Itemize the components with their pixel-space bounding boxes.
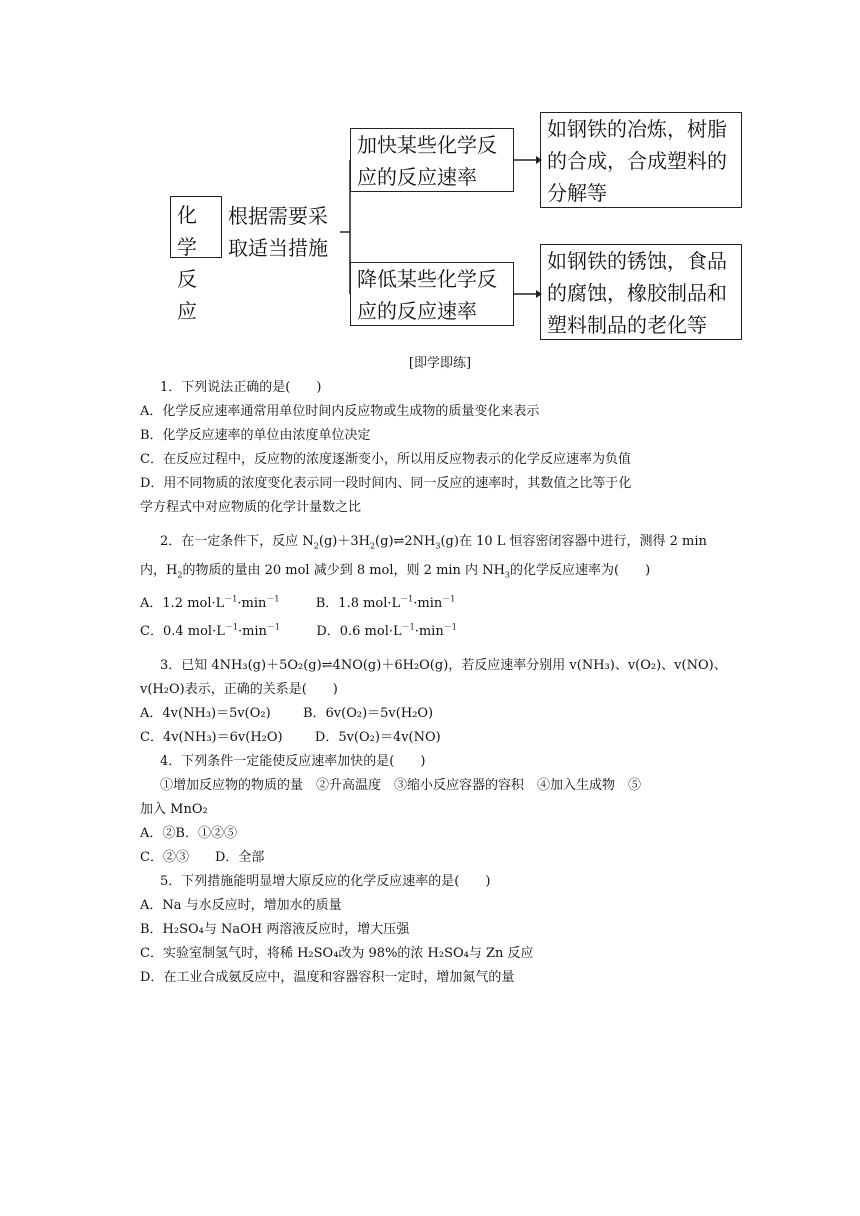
- q4-options-cd: C．②③ D．全部: [140, 849, 265, 865]
- lower-result-box: [540, 244, 742, 340]
- q2-options-ab: [140, 587, 740, 615]
- q3-option-a: A．4v(NH₃)＝5v(O₂): [140, 705, 271, 721]
- upper-result-line1: 如钢铁的冶炼，树脂: [547, 117, 727, 141]
- q4-options-ab: A．②B．①②⑤: [140, 825, 237, 841]
- root-box: [170, 196, 222, 323]
- root-line2: 反应: [177, 267, 198, 323]
- upper-result-line2: 的合成，合成塑料的: [547, 149, 727, 173]
- q2-options-cd: [140, 616, 740, 644]
- exercise-content: [140, 352, 740, 990]
- q3-option-d: D．5v(O₂)＝4v(NO): [314, 729, 441, 745]
- q2-stem: 2．在一定条件下，反应 $N_2(g)+3H_2(g)\rightleftharpoons 2NH_3(g)$在 10 L 恒容密闭容器中进行，测得 2 min: [160, 534, 707, 551]
- middle-line1: 根据需要采: [228, 204, 328, 228]
- q1-option-d: D．用不同物质的浓度变化表示同一段时间内、同一反应的速率时，其数值之比等于化: [140, 476, 632, 491]
- q3-option-b: B．6v(O₂)＝5v(H₂O): [302, 705, 434, 721]
- lower-line1: 降低某些化学反: [357, 267, 497, 291]
- q4-items-cont: 加入 MnO₂: [140, 801, 208, 817]
- q5-stem: 5．下列措施能明显增大原反应的化学反应速率的是( ): [160, 873, 491, 889]
- upper-result-line3: 分解等: [547, 181, 607, 205]
- q3-options-cd: [140, 726, 740, 750]
- q4-items: ①增加反应物的物质的量 ②升高温度 ③缩小反应容器的容积 ④加入生成物 ⑤: [160, 777, 642, 793]
- lower-result-line1: 如钢铁的锈蚀，食品: [547, 249, 727, 273]
- section-title: [即学即练]: [408, 356, 472, 371]
- q2-option-d: D．0.6 $mol\cdot L^{-1}\cdot\min^{-1}$: [316, 622, 457, 639]
- q3-options-ab: [140, 702, 740, 726]
- q2-option-a: A．1.2 $mol\cdot L^{-1}\cdot\min^{-1}$: [140, 594, 280, 611]
- upper-result-box: [540, 112, 742, 208]
- q1-option-c: C．在反应过程中，反应物的浓度逐渐变小，所以用反应物表示的化学反应速率为负值: [140, 452, 631, 467]
- lower-box: [350, 262, 514, 326]
- q5-option-b: B．H₂SO₄与 NaOH 两溶液反应时，增大压强: [140, 921, 410, 937]
- q1-option-b: B．化学反应速率的单位由浓度单位决定: [140, 428, 371, 443]
- q3-stem-cont: v(H₂O)表示，正确的关系是( ): [140, 681, 338, 697]
- lower-result-line3: 塑料制品的老化等: [547, 313, 707, 337]
- upper-box: [350, 128, 514, 192]
- q3-stem: 3．已知 4NH₃(g)＋5O₂(g)⇌4NO(g)＋6H₂O(g)，若反应速率分别用 v(NH₃)、v(O₂)、v(NO)、: [160, 657, 727, 673]
- q5-option-d: D．在工业合成氨反应中，温度和容器容积一定时，增加氮气的量: [140, 969, 515, 985]
- q1-option-d-cont: 学方程式中对应物质的化学计量数之比: [140, 500, 362, 515]
- middle-text: [222, 198, 340, 258]
- q1-option-a: A．化学反应速率通常用单位时间内反应物或生成物的质量变化来表示: [140, 404, 540, 419]
- q5-option-a: A．Na 与水反应时，增加水的质量: [140, 897, 342, 913]
- q2-option-c: C．0.4 $mol\cdot L^{-1}\cdot\min^{-1}$: [140, 622, 281, 639]
- lower-result-line2: 的腐蚀，橡胶制品和: [547, 281, 727, 305]
- q2-stem-cont: 内，$H_2$的物质的量由 20 mol 减少到 8 mol，则 2 min 内 $NH_3$的化学反应速率为( ): [140, 562, 651, 580]
- q4-stem: 4．下列条件一定能使反应速率加快的是( ): [160, 753, 426, 769]
- q2-option-b: B．1.8 $mol\cdot L^{-1}\cdot\min^{-1}$: [315, 594, 456, 611]
- q3-option-c: C．4v(NH₃)＝6v(H₂O): [140, 729, 283, 745]
- upper-line1: 加快某些化学反: [357, 133, 497, 157]
- root-line1: 化学: [177, 203, 198, 259]
- q5-option-c: C．实验室制氢气时，将稀 H₂SO₄改为 98%的浓 H₂SO₄与 Zn 反应: [140, 945, 534, 961]
- middle-line2: 取适当措施: [228, 236, 328, 260]
- lower-line2: 应的反应速率: [357, 299, 477, 323]
- upper-line2: 应的反应速率: [357, 165, 477, 189]
- concept-diagram: [0, 0, 860, 350]
- q1-stem: 1．下列说法正确的是( ): [160, 380, 322, 395]
